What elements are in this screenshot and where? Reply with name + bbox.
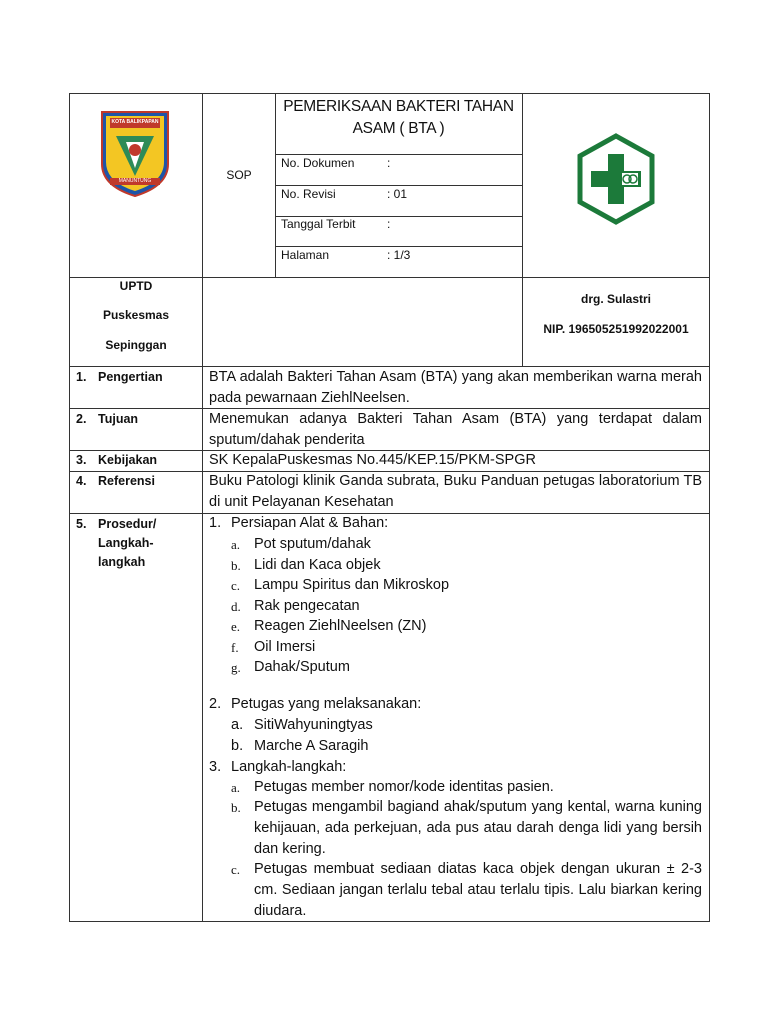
step-number: 1. (209, 515, 222, 531)
item-marker: b. (231, 800, 241, 815)
logo-motto: MANUNTUNG (118, 178, 152, 184)
puskesmas-logo (574, 132, 658, 226)
meta-key: No. Revisi (281, 187, 336, 201)
logo-city-name: KOTA BALIKPAPAN (111, 119, 159, 125)
item-text: Petugas member nomor/kode identitas pasien. (254, 779, 554, 795)
item-text: Petugas membuat sediaan diatas kaca objek dengan ukuran ± 2-3 cm. Sediaan jangan terlalu tebal atau terlalu tipis. Lalu biarkan kering diudara. (254, 861, 702, 919)
step-number: 3. (209, 759, 222, 775)
signatory-name: drg. Sulastri (580, 292, 651, 306)
item-marker: g. (231, 660, 241, 675)
item-text: Rak pengecatan (254, 598, 360, 614)
section-label-kebijakan (76, 450, 201, 470)
step-number: 2. (209, 696, 222, 712)
meta-no-dokumen (281, 156, 511, 172)
item-text: Petugas mengambil bagiand ahak/sputum yang kental, warna kuning kehijauan, ada perkejuan, ada pus atau darah denga lidi yang bersih dan kering. (254, 799, 702, 857)
section-title: Kebijakan (98, 453, 158, 467)
item-marker: d. (231, 599, 241, 614)
section-title: Pengertian (98, 370, 163, 384)
item-marker: b. (231, 738, 244, 754)
section-title: Referensi (98, 474, 155, 488)
document-title: PEMERIKSAAN BAKTERI TAHAN ASAM ( BTA ) (283, 98, 514, 137)
unit-puskesmas: Puskesmas (102, 308, 170, 322)
meta-halaman (281, 248, 511, 264)
item-text: Pot sputum/dahak (254, 536, 371, 552)
meta-value: : 1/3 (387, 248, 411, 262)
unit-uptd: UPTD (119, 279, 153, 293)
section-text-referensi: Buku Patologi klinik Ganda subrata, Buku Panduan petugas laboratorium TB di unit Pelayanan Kesehatan (209, 473, 702, 510)
step-title: Persiapan Alat & Bahan: (231, 515, 389, 531)
item-marker: f. (231, 640, 239, 655)
item-text: Lampu Spiritus dan Mikroskop (254, 577, 450, 593)
item-text: Oil Imersi (254, 639, 316, 655)
city-logo (96, 106, 174, 198)
section-number: 3. (76, 453, 87, 467)
meta-value: : (387, 156, 391, 170)
item-text: SitiWahyuningtyas (254, 717, 373, 733)
signatory-nip: NIP. 196505251992022001 (543, 322, 689, 336)
section-title: Tujuan (98, 412, 139, 426)
item-marker: a. (231, 717, 244, 733)
meta-key: Halaman (281, 248, 330, 262)
item-marker: a. (231, 780, 241, 795)
sop-label: SOP (226, 168, 252, 182)
section-label-pengertian (76, 367, 201, 387)
section-number: 4. (76, 474, 87, 488)
section-title-line: langkah (98, 555, 146, 569)
item-marker: b. (231, 558, 241, 573)
unit-sepinggan: Sepinggan (105, 338, 167, 352)
meta-tanggal-terbit (281, 217, 511, 233)
step-title: Petugas yang melaksanakan: (231, 696, 422, 712)
meta-no-revisi (281, 187, 511, 203)
section-label-tujuan (76, 409, 201, 429)
item-text: Reagen ZiehlNeelsen (ZN) (254, 618, 427, 634)
meta-key: No. Dokumen (281, 156, 355, 170)
item-marker: c. (231, 578, 241, 593)
meta-value: : 01 (387, 187, 408, 201)
section-text-pengertian: BTA adalah Bakteri Tahan Asam (BTA) yang akan memberikan warna merah pada pewarnaan ZiehlNeelsen. (209, 369, 702, 406)
section-label-prosedur (76, 514, 201, 574)
section-text-kebijakan: SK KepalaPuskesmas No.445/KEP.15/PKM-SPGR (209, 452, 536, 468)
section-number: 5. (76, 517, 87, 531)
step-title: Langkah-langkah: (231, 759, 347, 775)
item-marker: a. (231, 537, 241, 552)
item-text: Dahak/Sputum (254, 659, 350, 675)
item-marker: e. (231, 619, 241, 634)
section-number: 1. (76, 370, 87, 384)
item-text: Marche A Saragih (254, 738, 369, 754)
item-marker: c. (231, 862, 241, 877)
section-label-referensi (76, 471, 201, 491)
section-number: 2. (76, 412, 87, 426)
section-title-line: Prosedur/ (98, 517, 157, 531)
section-text-tujuan: Menemukan adanya Bakteri Tahan Asam (BTA) yang terdapat dalam sputum/dahak penderita (209, 411, 702, 448)
meta-value: : (387, 217, 391, 231)
section-title-line: Langkah- (98, 536, 154, 550)
item-text: Lidi dan Kaca objek (254, 557, 381, 573)
meta-key: Tanggal Terbit (281, 217, 356, 231)
